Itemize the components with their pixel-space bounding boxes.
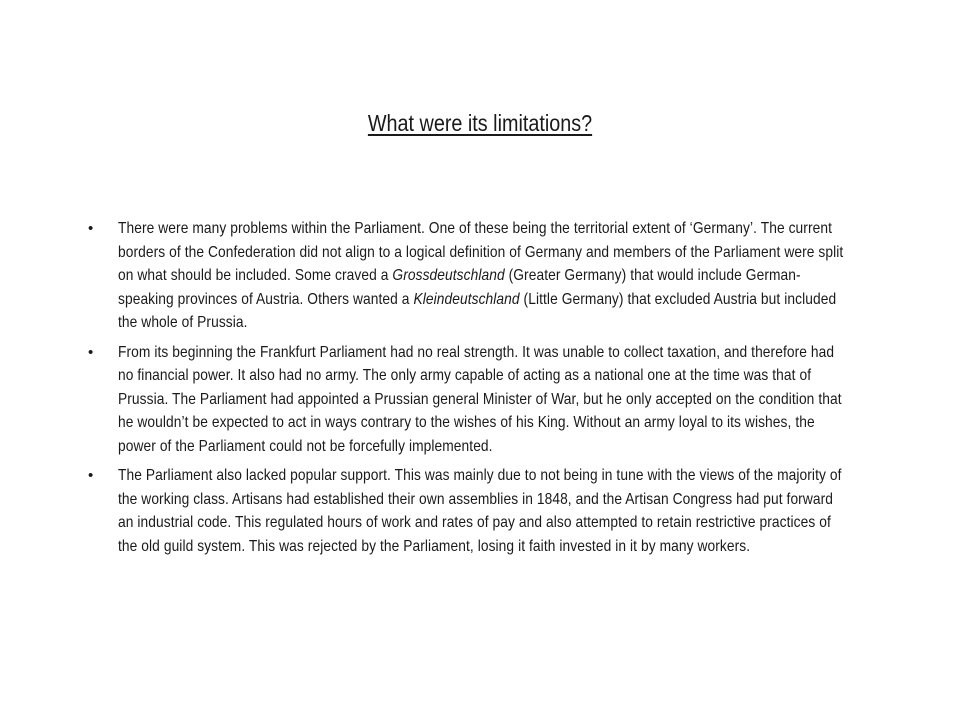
bullet-text-part: From its beginning the Frankfurt Parliament had no real strength. It was unable to collect taxation, and therefore had no financial power. It also had no army. The only army capable of acting as a national one at the time was that of Prussia. The Parliament had appointed a Prussian general Minister of War, but he only accepted on the condition that he wouldn’t be expected to act in ways contrary to the wishes of his King. Without an army loyal to its wishes, the power of the Parliament could not be forcefully implemented. xyxy=(118,343,842,455)
bullet-text-part: (Little Germany) that excluded Austria but included the whole of Prussia. xyxy=(118,290,837,331)
bullet-text-part: (Greater Germany) that would include German-speaking provinces of Austria. Others wanted a xyxy=(118,267,801,308)
bullet-item xyxy=(88,217,848,335)
bullet-text xyxy=(118,464,849,558)
bullet-list xyxy=(88,217,848,564)
bullet-item xyxy=(88,464,848,558)
bullet-text-part: There were many problems within the Parliament. One of these being the territorial extent of ‘Germany’. The current borders of the Confederation did not align to a logical definition of Germany and members of the Parliament were split on what should be included. Some craved a xyxy=(118,220,844,284)
italic-term-kleindeutschland: Kleindeutschland xyxy=(413,290,520,308)
bullet-item xyxy=(88,341,848,459)
bullet-text-part: The Parliament also lacked popular support. This was mainly due to not being in tune with the views of the majority of the working class. Artisans had established their own assemblies in 1848, and the Artisan Congress had put forward an industrial code. This regulated hours of work and rates of pay and also attempted to retain restrictive practices of the old guild system. This was rejected by the Parliament, losing it faith invested in it by many workers. xyxy=(118,467,842,555)
italic-term-grossdeutschland: Grossdeutschland xyxy=(392,267,505,284)
bullet-text xyxy=(118,217,849,335)
bullet-dot: • xyxy=(88,220,94,237)
slide-title: What were its limitations? xyxy=(367,110,593,136)
bullet-text xyxy=(118,341,849,459)
bullet-dot: • xyxy=(88,467,94,484)
bullet-dot: • xyxy=(88,343,94,361)
